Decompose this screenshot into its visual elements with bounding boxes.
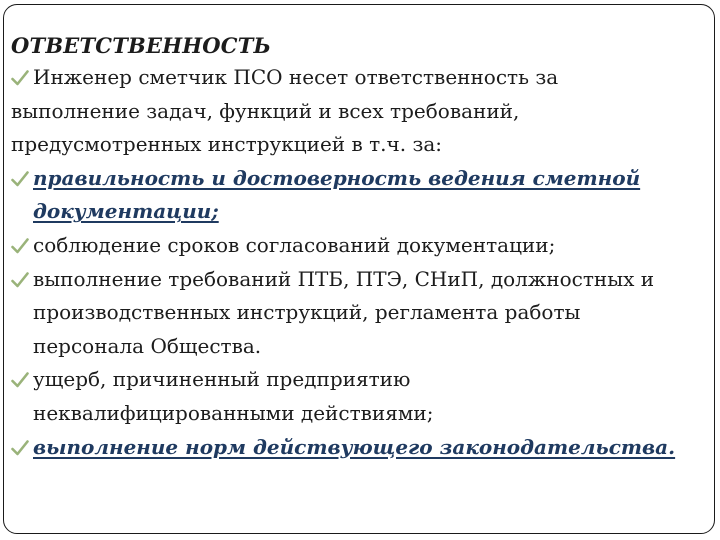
list-item-line bbox=[11, 431, 711, 465]
list-item-text: ущерб, причиненный предприятию bbox=[33, 367, 411, 392]
checkmark-icon bbox=[11, 162, 29, 196]
slide-title: ОТВЕТСТВЕННОСТЬ bbox=[11, 33, 272, 58]
checkmark-icon bbox=[11, 229, 29, 263]
slide-content bbox=[11, 31, 711, 464]
checkmark-icon bbox=[11, 61, 29, 95]
list-item-line: производственных инструкций, регламента работы bbox=[33, 300, 581, 325]
list-item-legislation bbox=[11, 431, 711, 465]
list-item-line: неквалифицированными действиями; bbox=[33, 400, 434, 425]
list-item-damage bbox=[11, 363, 711, 430]
checkmark-icon bbox=[11, 431, 29, 465]
intro-line-2: выполнение задач, функций и всех требований, bbox=[11, 98, 520, 123]
list-item-text: правильность и достоверность ведения сметной bbox=[33, 165, 641, 190]
intro-line-3: предусмотренных инструкцией в т.ч. за: bbox=[11, 132, 443, 157]
list-item-text: выполнение требований ПТБ, ПТЭ, СНиП, должностных и bbox=[33, 266, 655, 291]
list-item-line bbox=[11, 363, 711, 397]
list-item-line bbox=[11, 263, 711, 297]
list-item-accuracy bbox=[11, 162, 711, 229]
checkmark-icon bbox=[11, 263, 29, 297]
list-item-text: документации; bbox=[33, 199, 219, 224]
list-item-line bbox=[11, 229, 711, 263]
checkmark-icon bbox=[11, 363, 29, 397]
list-item-line bbox=[11, 195, 711, 229]
list-item-text: выполнение норм действующего законодательства. bbox=[33, 434, 676, 459]
intro-line-1 bbox=[11, 61, 711, 95]
intro-text-1: Инженер сметчик ПСО несет ответственность за bbox=[33, 65, 559, 89]
list-item-line bbox=[11, 162, 711, 196]
list-item-deadlines bbox=[11, 229, 711, 263]
list-item-line: персонала Общества. bbox=[33, 333, 262, 358]
list-item-text: соблюдение сроков согласований документации; bbox=[33, 232, 556, 257]
list-item-requirements bbox=[11, 263, 711, 364]
slide-frame bbox=[3, 4, 715, 534]
